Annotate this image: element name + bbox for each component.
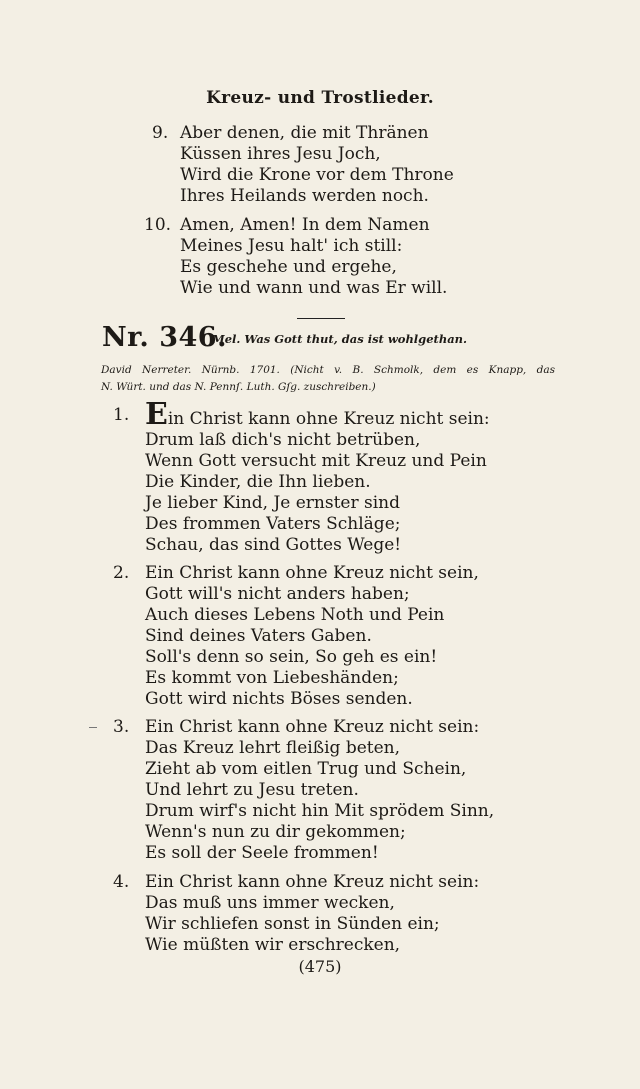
- verse-line: Drum wirf's nicht hin Mit sprödem Sinn,: [145, 801, 495, 821]
- verse-line: Wenn's nun zu dir gekommen;: [145, 822, 406, 842]
- verse-line: Drum laß dich's nicht betrüben,: [145, 430, 421, 450]
- attribution-line: David Nerreter. Nürnb. 1701. (Nicht v. B. Schmolk, dem es Knapp, das: [101, 364, 555, 376]
- verse-line: Ihres Heilands werden noch.: [180, 186, 429, 206]
- stanza-number: 2.: [113, 563, 130, 583]
- drop-cap: E: [145, 397, 168, 432]
- stanza-number: 3.: [113, 717, 130, 737]
- page-number: (475): [298, 957, 342, 976]
- verse-line: Meines Jesu halt' ich still:: [180, 236, 403, 256]
- stanza-number: 1.: [113, 405, 130, 425]
- attribution-line: N. Würt. und das N. Pennſ. Luth. Gſg. zuschreiben.): [101, 381, 376, 393]
- verse-text: in Christ kann ohne Kreuz nicht sein:: [167, 409, 490, 429]
- stanza-4: [113, 872, 479, 956]
- verse-line: Es kommt von Liebeshänden;: [145, 668, 399, 688]
- verse-line: Die Kinder, die Ihn lieben.: [145, 472, 371, 492]
- verse-line: Ein Christ kann ohne Kreuz nicht sein:: [145, 717, 480, 737]
- verse-line: Aber denen, die mit Thränen: [180, 123, 429, 143]
- running-head: Kreuz- und Trostlieder.: [206, 88, 434, 108]
- verse-line: Wie und wann und was Er will.: [180, 278, 448, 298]
- divider-rule: [297, 318, 345, 319]
- verse-line: Es soll der Seele frommen!: [145, 843, 379, 863]
- verse-line: Schau, das sind Gottes Wege!: [145, 535, 402, 555]
- verse-line: Soll's denn so sein, So geh es ein!: [145, 647, 438, 667]
- verse-line: Das Kreuz lehrt fleißig beten,: [145, 738, 400, 758]
- stanza-number: 9.: [152, 123, 169, 143]
- verse-line: Wir schliefen sonst in Sünden ein;: [145, 914, 440, 934]
- verse-line: Ein Christ kann ohne Kreuz nicht sein:: [145, 872, 480, 892]
- verse-line: Je lieber Kind, Je ernster sind: [145, 493, 401, 513]
- verse-line: Wird die Krone vor dem Throne: [180, 165, 454, 185]
- hymn-attribution: [101, 362, 555, 396]
- stanza-2: [113, 563, 479, 710]
- verse-line: Und lehrt zu Jesu treten.: [145, 780, 359, 800]
- stanza-9: [152, 123, 454, 207]
- margin-mark: [89, 727, 97, 728]
- stanza-3: [113, 717, 494, 864]
- verse-line: Wie müßten wir erschrecken,: [145, 935, 401, 955]
- verse-line: Küssen ihres Jesu Joch,: [180, 144, 381, 164]
- verse-line: Es geschehe und ergehe,: [180, 257, 397, 277]
- verse-line: Gott wird nichts Böses senden.: [145, 689, 413, 709]
- verse-line: Gott will's nicht anders haben;: [145, 584, 410, 604]
- stanza-number: 10.: [144, 215, 172, 235]
- verse-line: Zieht ab vom eitlen Trug und Schein,: [145, 759, 467, 779]
- verse-line: [145, 397, 490, 432]
- verse-line: Amen, Amen! In dem Namen: [180, 215, 430, 235]
- melody-line: Mel. Was Gott thut, das ist wohlgethan.: [212, 332, 468, 346]
- verse-line: Sind deines Vaters Gaben.: [145, 626, 372, 646]
- verse-line: Ein Christ kann ohne Kreuz nicht sein,: [145, 563, 479, 583]
- stanza-1: [113, 397, 490, 556]
- hymn-number: Nr. 346.: [102, 322, 227, 353]
- stanza-10: [144, 215, 447, 299]
- verse-line: Auch dieses Lebens Noth und Pein: [145, 605, 445, 625]
- verse-line: Wenn Gott versucht mit Kreuz und Pein: [145, 451, 487, 471]
- verse-line: Des frommen Vaters Schläge;: [145, 514, 401, 534]
- verse-line: Das muß uns immer wecken,: [145, 893, 395, 913]
- stanza-number: 4.: [113, 872, 130, 892]
